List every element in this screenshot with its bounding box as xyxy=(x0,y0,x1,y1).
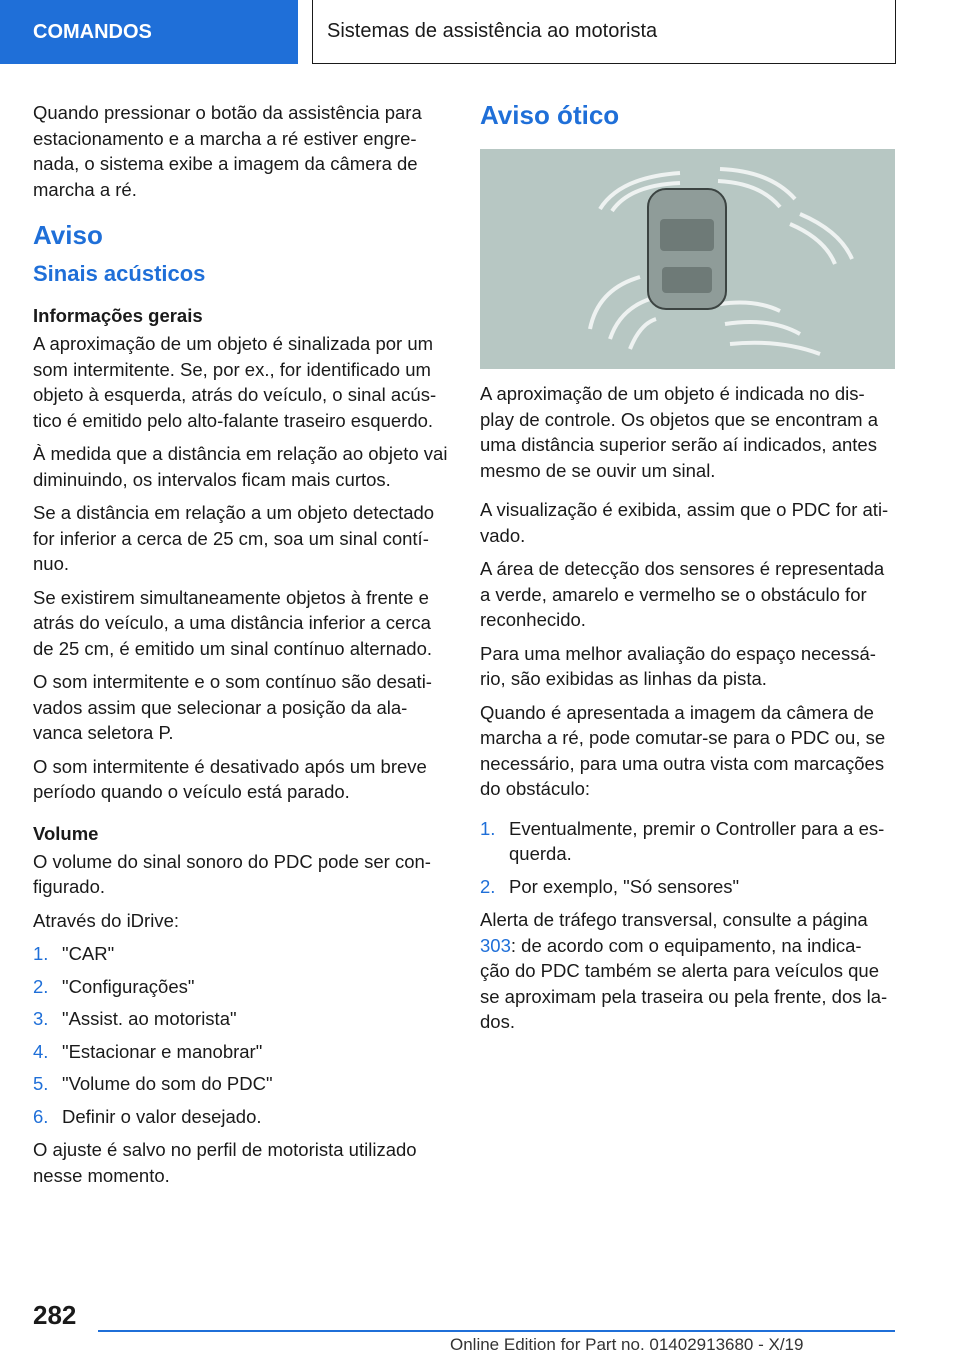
text-span: Alerta de tráfego transversal, consulte a página xyxy=(480,909,868,930)
pdc-display-illustration xyxy=(480,149,895,369)
step-text: Definir o valor desejado. xyxy=(62,1105,262,1127)
step-number: 6. xyxy=(33,1105,49,1127)
list-item xyxy=(33,974,448,1000)
list-item xyxy=(33,941,448,967)
paragraph: Para uma melhor avaliação do espaço necessá- rio, são exibidas as linhas da pista. xyxy=(480,642,876,689)
list-item xyxy=(33,1039,448,1065)
list-item xyxy=(33,1006,448,1032)
step-text: "Assist. ao motorista" xyxy=(62,1008,237,1029)
page-number: 282 xyxy=(33,1300,77,1330)
list-item xyxy=(33,1071,448,1097)
step-number: 2. xyxy=(33,975,49,997)
step-text: "Configurações" xyxy=(62,975,195,997)
idrive-steps-list xyxy=(33,941,448,1129)
paragraph: O som intermitente e o som contínuo são desati- vados assim que selecionar a posição da ala- vanca seletora P. xyxy=(33,671,432,743)
chapter-header xyxy=(312,0,896,64)
step-text: Eventualmente, premir o Controller para a es- querda. xyxy=(509,817,885,864)
section-label: COMANDOS xyxy=(33,20,152,43)
paragraph: À medida que a distância em relação ao objeto vai diminuindo, os intervalos ficam mais curtos. xyxy=(33,443,448,490)
step-number: 2. xyxy=(480,875,496,897)
intro-paragraph: Quando pressionar o botão da assistência para estacionamento e a marcha a ré estiver engre- nada, o sistema exibe a imagem da câmera de marcha a ré. xyxy=(33,102,422,200)
right-column xyxy=(480,100,895,1043)
step-number: 3. xyxy=(33,1008,49,1029)
section-tab xyxy=(0,0,298,64)
step-text: "CAR" xyxy=(62,943,115,964)
edition-text: Online Edition for Part no. 01402913680 - X/19 xyxy=(450,1335,804,1354)
text-span: : de acordo com o equipamento, na indica- ção do PDC também se alerta para veículos que se aproximam pela traseira ou pela frente, dos la- dos. xyxy=(480,934,888,1032)
paragraph: A aproximação de um objeto é sinalizada por um som intermitente. Se, por ex., for identificado um objeto à esquerda, atrás do veículo, o sinal acús- tico é emitido pelo alto-falante traseiro esquerdo. xyxy=(33,333,437,431)
paragraph: O ajuste é salvo no perfil de motorista utilizado nesse momento. xyxy=(33,1139,417,1186)
cross-traffic-paragraph xyxy=(480,907,895,1035)
step-text: "Estacionar e manobrar" xyxy=(62,1040,263,1062)
heading-informacoes-gerais: Informações gerais xyxy=(33,305,203,326)
step-text: Por exemplo, "Só sensores" xyxy=(509,875,740,897)
paragraph: Através do iDrive: xyxy=(33,909,179,931)
page-link-303[interactable]: 303 xyxy=(480,934,511,956)
list-item xyxy=(480,816,895,867)
pdc-steps-list xyxy=(480,816,895,900)
paragraph: A área de detecção dos sensores é representada a verde, amarelo e vermelho se o obstáculo for reconhecido. xyxy=(480,558,885,630)
chapter-title: Sistemas de assistência ao motorista xyxy=(327,20,658,42)
paragraph: O volume do sinal sonoro do PDC pode ser con- figurado. xyxy=(33,850,431,897)
paragraph: O som intermitente é desativado após um breve período quando o veículo está parado. xyxy=(33,755,427,802)
paragraph: Se existirem simultaneamente objetos à frente e atrás do veículo, a uma distância inferior a cerca de 25 cm, é emitido um sinal contínuo alternado. xyxy=(33,586,433,659)
heading-aviso: Aviso xyxy=(33,220,103,250)
heading-aviso-otico: Aviso ótico xyxy=(480,100,620,130)
parking-sensor-diagram xyxy=(480,149,895,369)
step-text: "Volume do som do PDC" xyxy=(62,1073,273,1094)
heading-sinais-acusticos: Sinais acústicos xyxy=(33,261,206,286)
step-number: 5. xyxy=(33,1073,49,1094)
step-number: 4. xyxy=(33,1040,49,1062)
left-column xyxy=(33,100,448,1196)
list-item xyxy=(480,874,895,900)
list-item xyxy=(33,1104,448,1130)
step-number: 1. xyxy=(480,817,496,839)
heading-volume: Volume xyxy=(33,822,99,844)
paragraph: Quando é apresentada a imagem da câmera de marcha a ré, pode comutar-se para o PDC ou, se necessário, para uma outra vista com marcações do obstáculo: xyxy=(480,701,886,799)
paragraph: A aproximação de um objeto é indicada no dis- play de controle. Os objetos que se encontram a uma distância superior serão aí indicados, antes mesmo de se ouvir um sinal. xyxy=(480,383,878,481)
footer-divider xyxy=(98,1330,895,1332)
paragraph: Se a distância em relação a um objeto detectado for inferior a cerca de 25 cm, soa um sinal contí- nuo. xyxy=(33,502,435,574)
paragraph: A visualização é exibida, assim que o PDC for ati- vado. xyxy=(480,499,889,546)
step-number: 1. xyxy=(33,943,49,964)
